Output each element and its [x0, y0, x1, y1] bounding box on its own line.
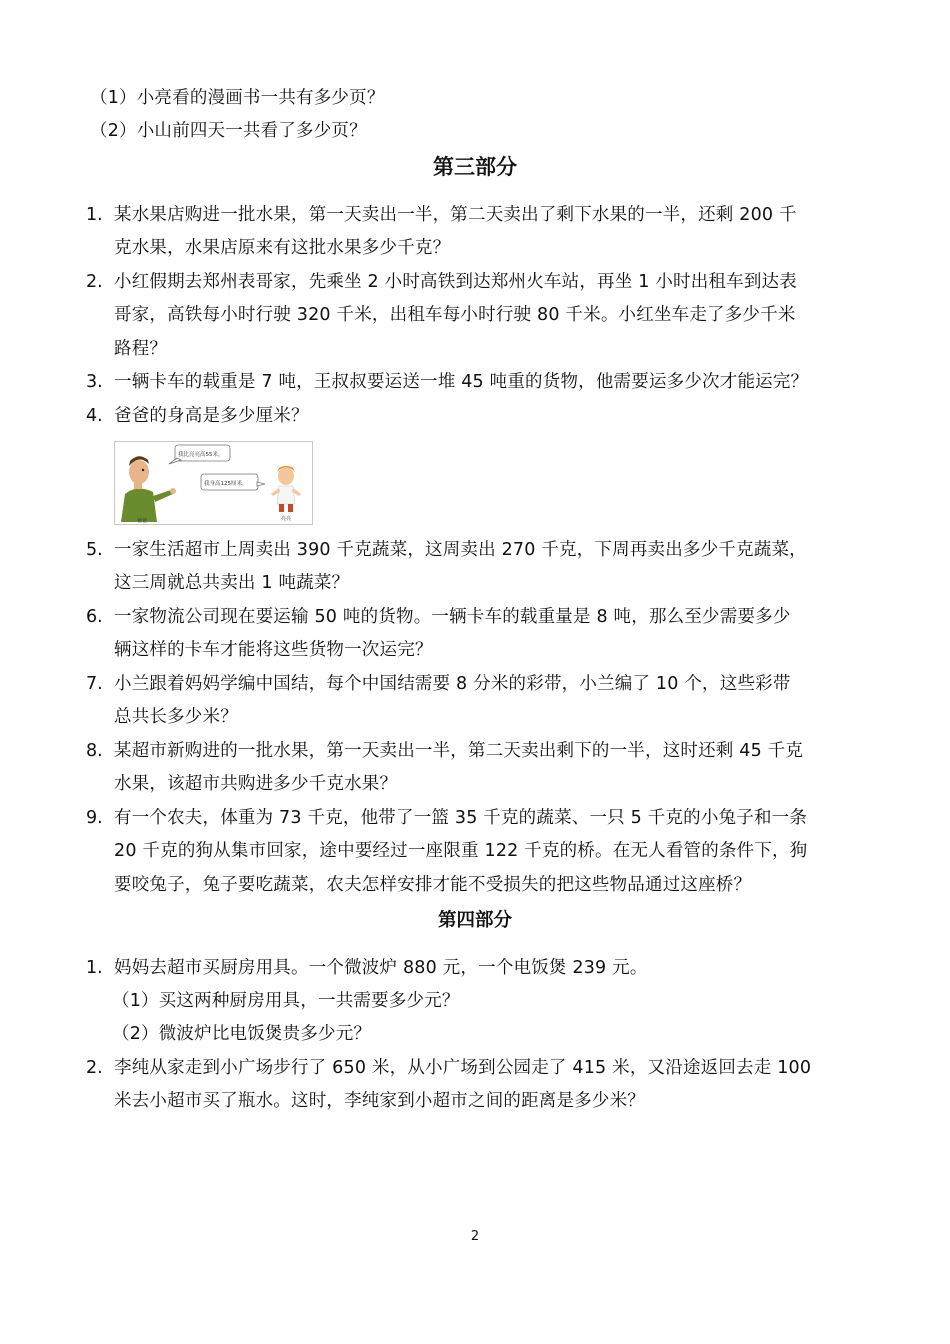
item-number: 9.	[86, 808, 103, 828]
item-line: 某超市新购进的一批水果，第一天卖出一半，第二天卖出剩下的一半，这时还剩 45 千克	[114, 741, 804, 761]
item-line: 米去小超市买了瓶水。这时，李纯家到小超市之间的距离是多少米？	[114, 1091, 645, 1111]
item-number: 5.	[86, 540, 103, 560]
figure-label-father: 爸爸	[137, 518, 148, 524]
item-line: 李纯从家走到小广场步行了 650 米，从小广场到公园走了 415 米，又沿途返回去走 100	[114, 1058, 812, 1078]
question-line: （2）小山前四天一共看了多少页？	[90, 121, 367, 141]
sub-question: （1）买这两种厨房用具，一共需要多少元？	[112, 991, 460, 1011]
item-line: 爸爸的身高是多少厘米？	[114, 406, 309, 426]
item-line: 小兰跟着妈妈学编中国结，每个中国结需要 8 分米的彩带，小兰编了 10 个，这些彩带	[114, 674, 791, 694]
item-line: 某水果店购进一批水果，第一天卖出一半，第二天卖出了剩下水果的一半，还剩 200 千	[114, 205, 797, 225]
item-line: 要咬兔子，兔子要吃蔬菜，农夫怎样安排才能不受损失的把这些物品通过这座桥？	[114, 875, 752, 895]
item-number: 2.	[86, 1058, 103, 1078]
speech-bubble-2	[201, 474, 265, 490]
item-number: 3.	[86, 372, 103, 392]
item-line: 路程？	[114, 339, 168, 359]
item-line: 辆这样的卡车才能将这些货物一次运完？	[114, 640, 433, 660]
item-number: 2.	[86, 272, 103, 292]
item-number: 8.	[86, 741, 103, 761]
bubble-text-1: 我比亮亮高55米。	[178, 452, 224, 458]
item-line: 妈妈去超市买厨房用具。一个微波炉 880 元，一个电饭煲 239 元。	[114, 958, 648, 978]
bubble-text-2: 我身高125厘米。	[204, 481, 248, 487]
section-title-part3: 第三部分	[433, 155, 517, 179]
item-line: 一家生活超市上周卖出 390 千克蔬菜，这周卖出 270 千克，下周再卖出多少千克蔬菜，	[114, 540, 807, 560]
question-line: （1）小亮看的漫画书一共有多少页？	[90, 88, 385, 108]
item-line: 哥家，高铁每小时行驶 320 千米，出租车每小时行驶 80 千米。小红坐车走了多少千米	[114, 305, 796, 325]
item-line: 小红假期去郑州表哥家，先乘坐 2 小时高铁到达郑州火车站，再坐 1 小时出租车到达表	[114, 272, 797, 292]
father-figure	[121, 456, 176, 522]
item-number: 7.	[86, 674, 103, 694]
item-line: 20 千克的狗从集市回家，途中要经过一座限重 122 千克的桥。在无人看管的条件下，狗	[114, 841, 808, 861]
item-line: 一家物流公司现在要运输 50 吨的货物。一辆卡车的载重量是 8 吨，那么至少需要多少	[114, 607, 791, 627]
item-line: 这三周就总共卖出 1 吨蔬菜？	[114, 573, 350, 593]
item-number: 4.	[86, 406, 103, 426]
item-line: 一辆卡车的载重是 7 吨，王叔叔要运送一堆 45 吨重的货物，他需要运多少次才能运完？	[114, 372, 809, 392]
item-line: 有一个农夫，体重为 73 千克，他带了一篮 35 千克的蔬菜、一只 5 千克的小兔子和一条	[114, 808, 808, 828]
item-line: 总共长多少米？	[114, 707, 238, 727]
item-number: 1.	[86, 205, 103, 225]
section-title-part4: 第四部分	[437, 910, 512, 931]
sub-question: （2）微波炉比电饭煲贵多少元？	[112, 1024, 372, 1044]
speech-bubble-1	[169, 445, 230, 464]
item-line: 水果，该超市共购进多少千克水果？	[114, 774, 398, 794]
figure-label-boy: 亮亮	[281, 516, 292, 522]
item-number: 6.	[86, 607, 103, 627]
height-illustration	[114, 441, 313, 525]
father-son-illustration	[115, 442, 312, 524]
boy-figure	[271, 466, 301, 512]
item-line: 克水果，水果店原来有这批水果多少千克？	[114, 238, 451, 258]
page-number: 2	[470, 1229, 480, 1244]
item-number: 1.	[86, 958, 103, 978]
